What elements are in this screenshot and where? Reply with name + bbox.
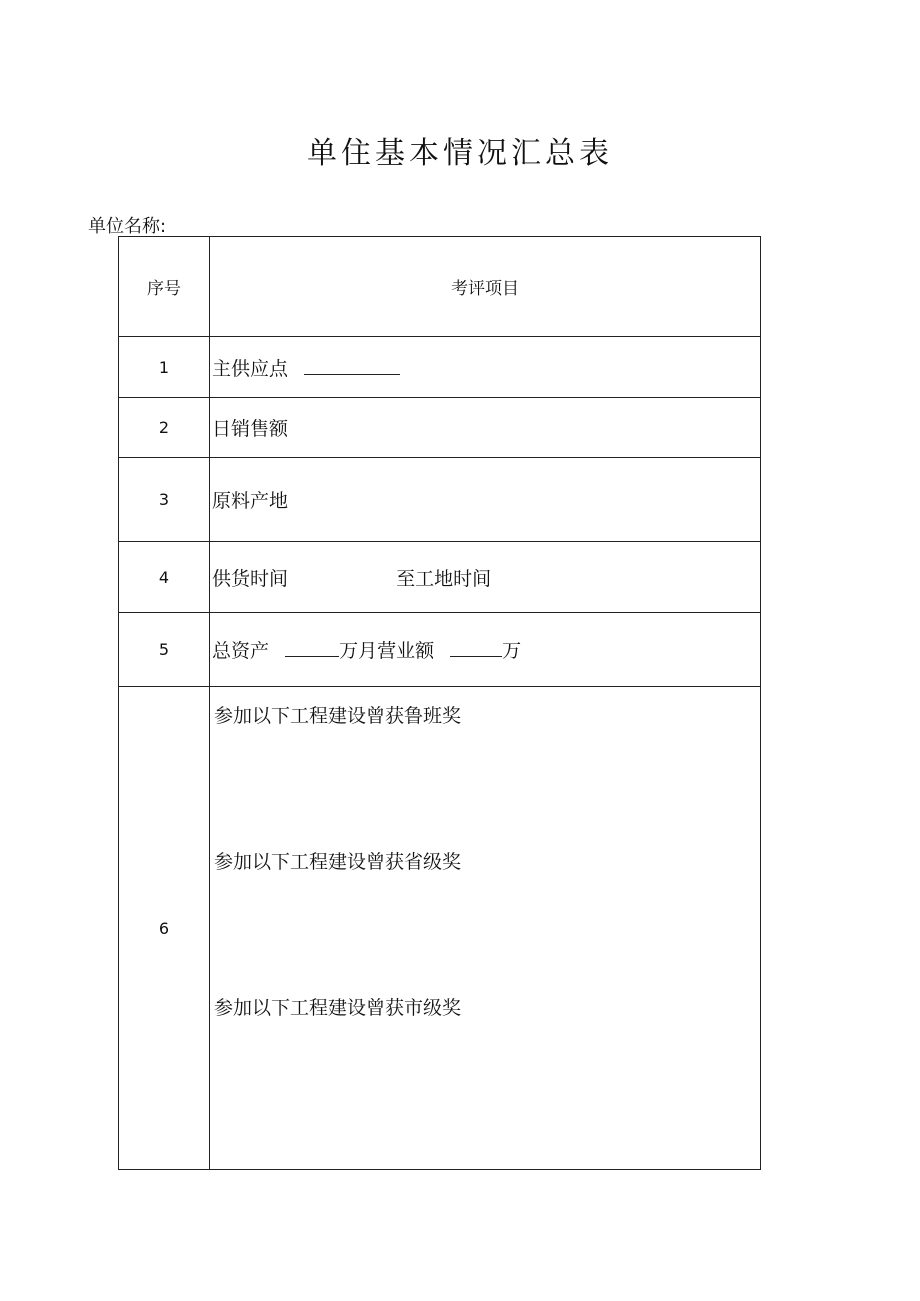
row-item — [210, 613, 761, 687]
row-seq: 4 — [119, 542, 210, 613]
row-item — [210, 687, 761, 1170]
row-item — [210, 337, 761, 398]
row-seq: 1 — [119, 337, 210, 398]
fill-blank[interactable] — [304, 360, 400, 375]
unit-name-label: 单位名称: — [88, 216, 167, 237]
award-provincial: 参加以下工程建设曾获省级奖 — [214, 851, 462, 873]
award-luban: 参加以下工程建设曾获鲁班奖 — [214, 705, 462, 727]
row-label: 主供应点 — [212, 357, 289, 380]
table-row — [119, 398, 761, 458]
table-header-row — [119, 237, 761, 337]
award-municipal: 参加以下工程建设曾获市级奖 — [214, 997, 462, 1019]
row-seq: 2 — [119, 398, 210, 458]
header-item: 考评项目 — [210, 237, 761, 337]
row-seq: 3 — [119, 458, 210, 542]
row-label: 日销售额 — [210, 398, 761, 458]
fill-blank[interactable] — [450, 642, 502, 657]
row-label-secondary: 至工地时间 — [396, 567, 492, 590]
row-label-tail: 万 — [502, 640, 522, 662]
table-row — [119, 687, 761, 1170]
row-label: 原料产地 — [210, 458, 761, 542]
row-label: 总资产 — [212, 640, 270, 662]
table-row — [119, 458, 761, 542]
row-seq: 6 — [119, 687, 210, 1170]
table-row — [119, 613, 761, 687]
table-row — [119, 542, 761, 613]
page-title: 单住基本情况汇总表 — [307, 136, 613, 171]
row-label: 供货时间 — [212, 567, 289, 590]
summary-table — [118, 236, 761, 1170]
row-item — [210, 542, 761, 613]
table-row — [119, 337, 761, 398]
row-seq: 5 — [119, 613, 210, 687]
row-label-mid: 万月营业额 — [339, 640, 435, 662]
header-seq: 序号 — [119, 237, 210, 337]
fill-blank[interactable] — [285, 642, 339, 657]
